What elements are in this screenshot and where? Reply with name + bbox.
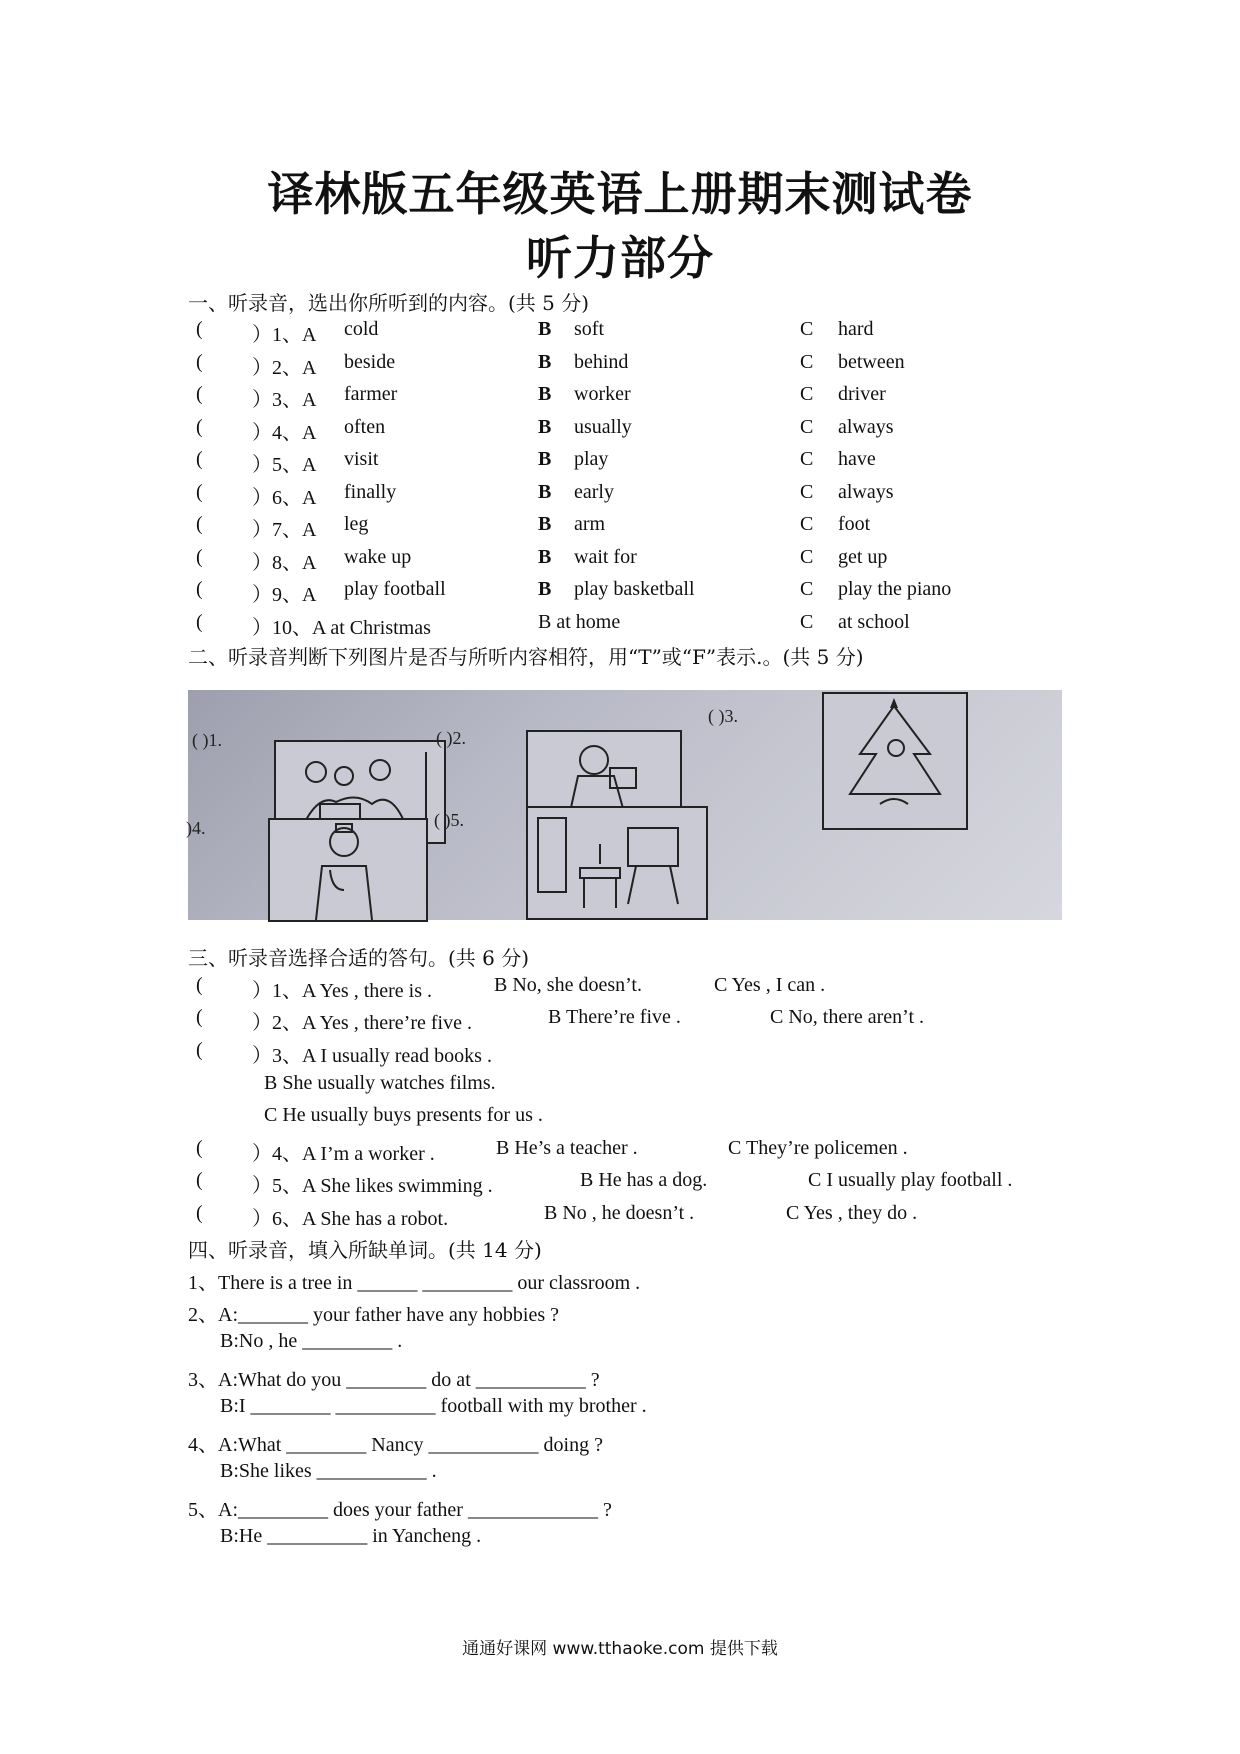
answer-blank: (: [196, 383, 203, 405]
option-b-letter: B: [538, 578, 552, 600]
option-b-letter: B: [538, 513, 552, 535]
section-3-heading: 三、听录音选择合适的答句。(共 6 分): [188, 946, 530, 970]
answer-blank: (: [196, 974, 203, 996]
option-c: C Yes , they do .: [786, 1202, 918, 1224]
option-c-letter: C: [800, 513, 814, 535]
question-number: ）4、A I’m a worker .: [252, 1143, 435, 1165]
option-c: foot: [838, 513, 871, 535]
question-number: ）3、A: [252, 389, 317, 411]
fill-in-line: 3、A:What do you ________ do at ___________ ?: [188, 1369, 600, 1391]
option-b-letter: B: [538, 383, 552, 405]
option-a: cold: [344, 318, 379, 340]
option-b-letter: B: [538, 481, 552, 503]
option-a: farmer: [344, 383, 398, 405]
answer-blank: (: [196, 481, 203, 503]
option-b: usually: [574, 416, 632, 438]
doctor-picture: [268, 818, 428, 922]
option-c-letter: C: [800, 351, 814, 373]
fill-in-line: B:I ________ __________ football with my brother .: [220, 1395, 647, 1417]
question-number: ）5、A She likes swimming .: [252, 1175, 493, 1197]
question-number: ）2、A Yes , there’re five .: [252, 1012, 472, 1034]
option-a: wake up: [344, 546, 412, 568]
option-b: B He’s a teacher .: [496, 1137, 638, 1159]
question-number: ）7、A: [252, 519, 317, 541]
option-c: always: [838, 416, 894, 438]
classroom-picture: [526, 806, 708, 920]
picture-label-1: ( )1.: [192, 730, 222, 750]
doctor-icon: [270, 820, 426, 920]
option-b: B There’re five .: [548, 1006, 681, 1028]
option-a: play football: [344, 578, 446, 600]
answer-blank: (: [196, 578, 203, 600]
question-number: ）1、A Yes , there is .: [252, 980, 433, 1002]
fill-in-line: B:No , he _________ .: [220, 1330, 403, 1352]
option-c: C No, there aren’t .: [770, 1006, 925, 1028]
option-b: early: [574, 481, 614, 503]
option-c-letter: C: [800, 448, 814, 470]
option-c-letter: C: [800, 416, 814, 438]
section-1-heading: 一、听录音，选出你所听到的内容。(共 5 分): [188, 291, 590, 315]
answer-blank: (: [196, 351, 203, 373]
answer-blank: (: [196, 1006, 203, 1028]
option-b: B No , he doesn’t .: [544, 1202, 695, 1224]
fill-in-line: 4、A:What ________ Nancy ___________ doing ?: [188, 1434, 603, 1456]
option-b: wait for: [574, 546, 637, 568]
option-b: arm: [574, 513, 606, 535]
question-number: ）8、A: [252, 552, 317, 574]
option-c-letter: C: [800, 481, 814, 503]
picture-photo: [188, 690, 1062, 920]
option-c: always: [838, 481, 894, 503]
option-c: get up: [838, 546, 888, 568]
option-a: leg: [344, 513, 369, 535]
picture-label-4: )4.: [186, 818, 206, 838]
option-b: B He has a dog.: [580, 1169, 708, 1191]
option-c: between: [838, 351, 905, 373]
picture-label-2: ( )2.: [436, 728, 466, 748]
option-c-letter: C: [800, 611, 814, 633]
picture-label-5: ( )5.: [434, 810, 464, 830]
option-b-letter: B: [538, 546, 552, 568]
option-c-letter: C: [800, 318, 814, 340]
option-b: behind: [574, 351, 629, 373]
answer-blank: (: [196, 1169, 203, 1191]
option-b: B No, she doesn’t.: [494, 974, 642, 996]
picture-label-3: ( )3.: [708, 706, 738, 726]
fill-in-line: 5、A:_________ does your father _____________ ?: [188, 1499, 612, 1521]
option-a: often: [344, 416, 386, 438]
fill-in-line: B:He __________ in Yancheng .: [220, 1525, 482, 1547]
question-number: ）1、A: [252, 324, 317, 346]
option-a: beside: [344, 351, 396, 373]
option-b: play: [574, 448, 609, 470]
option-b-letter: B: [538, 448, 552, 470]
option-c: play the piano: [838, 578, 952, 600]
section-4-heading: 四、听录音，填入所缺单词。(共 14 分): [188, 1238, 542, 1262]
page-subtitle: 听力部分: [526, 231, 714, 285]
question-number: ）4、A: [252, 422, 317, 444]
answer-blank: (: [196, 1137, 203, 1159]
answer-blank: (: [196, 318, 203, 340]
option-c: have: [838, 448, 876, 470]
fill-in-line: B:She likes ___________ .: [220, 1460, 437, 1482]
page-title: 译林版五年级英语上册期末测试卷: [267, 167, 973, 221]
option-a: finally: [344, 481, 397, 503]
christmas-tree-icon: [824, 694, 966, 828]
option-b-letter: B: [538, 318, 552, 340]
question-number: ）6、A: [252, 487, 317, 509]
option-c: hard: [838, 318, 874, 340]
answer-blank: (: [196, 448, 203, 470]
answer-blank: (: [196, 416, 203, 438]
page-footer: 通通好课网 www.tthaoke.com 提供下载: [462, 1639, 778, 1659]
question-number: ）9、A: [252, 584, 317, 606]
option-a: visit: [344, 448, 379, 470]
question-number: ）5、A: [252, 454, 317, 476]
option-c: C Yes , I can .: [714, 974, 826, 996]
question-number: ）6、A She has a robot.: [252, 1208, 449, 1230]
answer-blank: (: [196, 513, 203, 535]
classroom-icon: [528, 808, 706, 918]
option-c: at school: [838, 611, 910, 633]
answer-blank: (: [196, 611, 203, 633]
option-b: soft: [574, 318, 604, 340]
answer-blank: (: [196, 1039, 203, 1061]
option-c: C I usually play football .: [808, 1169, 1013, 1191]
question-number: ）2、A: [252, 357, 317, 379]
option-c: driver: [838, 383, 886, 405]
christmas-tree-picture: [822, 692, 968, 830]
option-b: play basketball: [574, 578, 695, 600]
option-c-letter: C: [800, 383, 814, 405]
option-b: worker: [574, 383, 631, 405]
option-c: C He usually buys presents for us .: [264, 1104, 543, 1126]
section-2-heading: 二、听录音判断下列图片是否与所听内容相符，用“T”或“F”表示.。(共 5 分): [188, 645, 864, 669]
question-number: ）3、A I usually read books .: [252, 1045, 492, 1067]
fill-in-line: 2、A:_______ your father have any hobbies ?: [188, 1304, 560, 1326]
option-c-letter: C: [800, 578, 814, 600]
answer-blank: (: [196, 1202, 203, 1224]
answer-blank: (: [196, 546, 203, 568]
option-c-letter: C: [800, 546, 814, 568]
fill-in-line: 1、There is a tree in ______ _________ our classroom .: [188, 1272, 641, 1294]
option-b: B She usually watches films.: [264, 1072, 496, 1094]
option-c: C They’re policemen .: [728, 1137, 908, 1159]
option-b: B at home: [538, 611, 621, 633]
option-b-letter: B: [538, 351, 552, 373]
question-number: ）10、A at Christmas: [252, 617, 431, 639]
option-b-letter: B: [538, 416, 552, 438]
